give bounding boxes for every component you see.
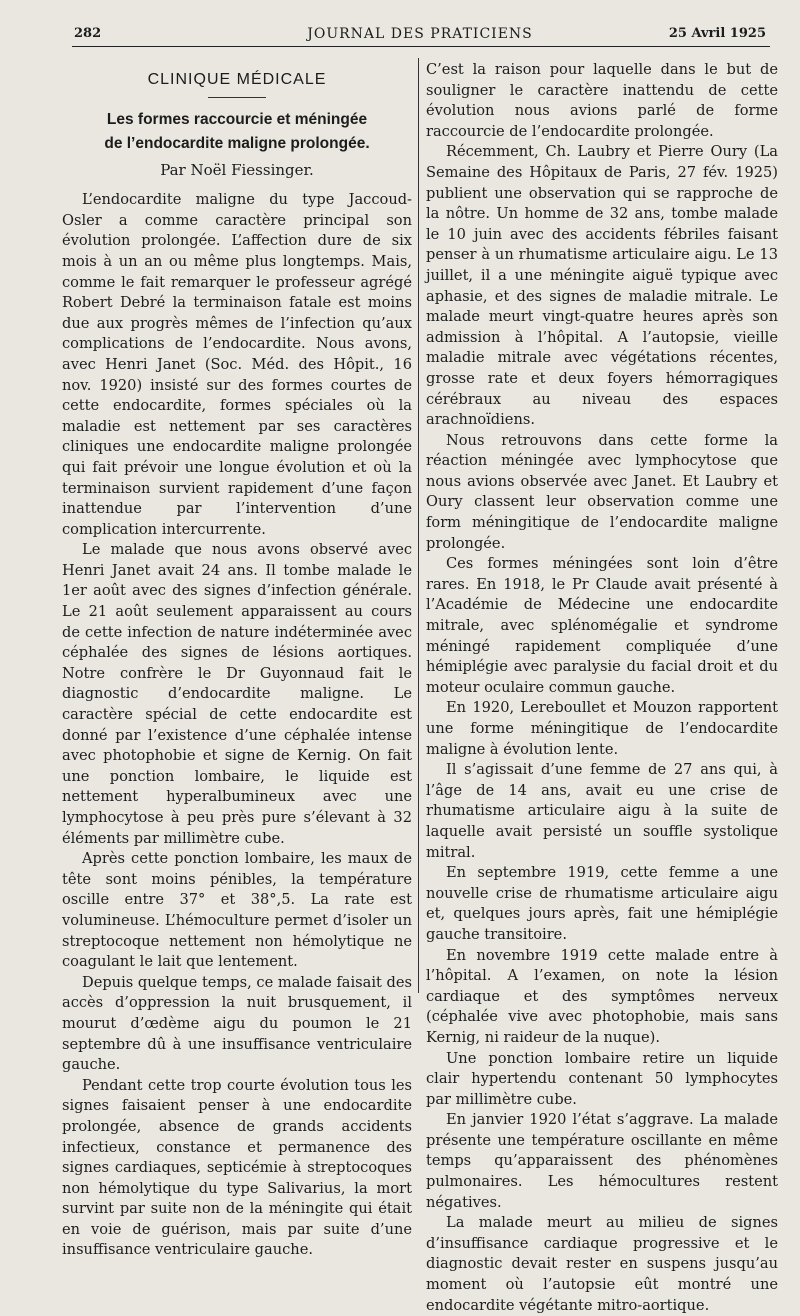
right-paragraph-10: En janvier 1920 l’état s’aggrave. La malade présente une température oscillante en même temps qu’apparaissent des phénomènes pulmonaires. Les hémocultures restent négatives. bbox=[426, 1111, 778, 1211]
right-paragraph-9: Une ponction lombaire retire un liquide clair hypertendu contenant 50 lymphocytes par millimètre cube. bbox=[426, 1049, 778, 1108]
right-paragraph-5: En 1920, Lereboullet et Mouzon rapportent une forme méningitique de l’endocardite maligne à évolution lente. bbox=[426, 699, 778, 758]
left-paragraph-4: Depuis quelque temps, ce malade faisait des accès d’oppression la nuit brusquement, il mourut d’œdème aigu du poumon le 21 septembre dû à une insuffisance ventriculaire gauche. bbox=[62, 973, 412, 1074]
right-paragraph-4: Ces formes méningées sont loin d’être rares. En 1918, le Pr Claude avait présenté à l’Académie de Médecine une endocardite mitrale, avec splénomégalie et syndrome méningé rapidement compliquée d’une hémiplégie avec paralysie du facial droit et du moteur oculaire commun gauche. bbox=[426, 555, 778, 696]
section-rule bbox=[208, 97, 266, 98]
article-title-line-1: Les formes raccourcie et méningée bbox=[106, 110, 368, 128]
page-number: 282 bbox=[74, 26, 102, 41]
left-paragraph-2: Le malade que nous avons observé avec Henri Janet avait 24 ans. Il tombe malade le 1er août avec des signes d’infection générale. Le 21 août seulement apparaissent au cours de cette infection de nature indéterminée avec céphalée des signes de lésions aortiques. Notre confrère le Dr Guyonnaud fait le diagnostic d’endocardite maligne. Le caractère spécial de cette endocardite est donné par l’existence d’une céphalée intense avec photophobie et signe de Kernig. On fait une ponction lombaire, le liquide est nettement hyperalbumineux avec une lymphocytose à peu près pure s’élevant à 32 éléments par millimètre cube. bbox=[62, 541, 412, 847]
issue-date: 25 Avril 1925 bbox=[668, 26, 766, 41]
right-column bbox=[426, 60, 778, 1316]
article-byline: Par Noël Fiessinger. bbox=[160, 160, 314, 179]
left-paragraph-1: L’endocardite maligne du type Jaccoud-Osler a comme caractère principal son évolution prolongée. L’affection dure de six mois à un an ou même plus longtemps. Mais, comme le fait remarquer le professeur agrégé Robert Debré la terminaison fatale est moins due aux progrès mêmes de l’infection qu’aux complications de l’endocardite. Nous avons, avec Henri Janet (Soc. Méd. des Hôpit., 16 nov. 1920) insisté sur des formes courtes de cette endocardite, formes spéciales où la maladie est nettement par ses caractères cliniques une endocardite maligne prolongée qui fait prévoir une longue évolution et où la terminaison survient rapidement d’une façon inattendue par l’intervention d’une complication intercurrente. bbox=[62, 191, 412, 538]
left-column bbox=[62, 60, 412, 1261]
right-paragraph-8: En novembre 1919 cette malade entre à l’hôpital. A l’examen, on note la lésion cardiaque et des symptômes nerveux (céphalée vive avec photophobie, mais sans Kernig, ni raideur de la nuque). bbox=[426, 946, 778, 1046]
article-title bbox=[62, 108, 412, 156]
journal-title: JOURNAL DES PRATICIENS bbox=[307, 26, 533, 42]
right-paragraph-3: Nous retrouvons dans cette forme la réaction méningée avec lymphocytose que nous avions observée avec Janet. Et Laubry et Oury classent leur observation comme une form méningitique de l’endocardite maligne prolongée. bbox=[426, 431, 778, 552]
left-paragraph-3: Après cette ponction lombaire, les maux de tête sont moins pénibles, la température oscille entre 37° et 38°,5. La rate est volumineuse. L’hémoculture permet d’isoler un streptocoque nettement non hémolytique ne coagulant le lait que lentement. bbox=[62, 850, 412, 971]
left-paragraph-5: Pendant cette trop courte évolution tous les signes faisaient penser à une endocardite prolongée, absence de grands accidents infectieux, constance et permanence des signes cardiaques, septicémie à streptocoques non hémolytique du type Salivarius, la mort survint par suite non de la méningite qui était en voie de guérison, mais par suite d’une insuffisance ventriculaire gauche. bbox=[62, 1076, 412, 1259]
right-paragraph-6: Il s’agissait d’une femme de 27 ans qui, à l’âge de 14 ans, avait eu une crise de rhumatisme articulaire aigu à la suite de laquelle avait persisté un souffle systolique mitral. bbox=[426, 761, 778, 861]
right-paragraph-1: C’est la raison pour laquelle dans le but de souligner le caractère inattendu de cette évolution nous avions parlé de forme raccourcie de l’endocardite prolongée. bbox=[426, 61, 778, 140]
running-header bbox=[74, 26, 766, 46]
right-paragraph-11: La malade meurt au milieu de signes d’insuffisance cardiaque progressive et le diagnostic devait rester en suspens jusqu’au moment où l’autopsie eût montré une endocardite végétante mitro-aortique. bbox=[426, 1214, 778, 1314]
right-paragraph-2: Récemment, Ch. Laubry et Pierre Oury (La Semaine des Hôpitaux de Paris, 27 fév. 1925) publient une observation qui se rapproche de la nôtre. Un homme de 32 ans, tombe malade le 10 juin avec des accidents fébriles faisant penser à un rhumatisme articulaire aigu. Le 13 juillet, il a une méningite aiguë typique avec aphasie, et des signes de maladie mitrale. Le malade meurt vingt-quatre heures après son admission à l’hôpital. A l’autopsie, vieille maladie mitrale avec végétations récentes, grosse rate et deux foyers hémorragiques cérébraux au niveau des espaces arachnoïdiens. bbox=[426, 143, 778, 429]
section-heading: CLINIQUE MÉDICALE bbox=[147, 71, 327, 88]
header-rule bbox=[72, 46, 770, 47]
column-separator bbox=[418, 58, 419, 993]
right-paragraph-7: En septembre 1919, cette femme a une nouvelle crise de rhumatisme articulaire aigu et, quelques jours après, fait une hémiplégie gauche transitoire. bbox=[426, 864, 778, 943]
article-title-line-2: de l’endocardite maligne prolongée. bbox=[104, 134, 370, 152]
